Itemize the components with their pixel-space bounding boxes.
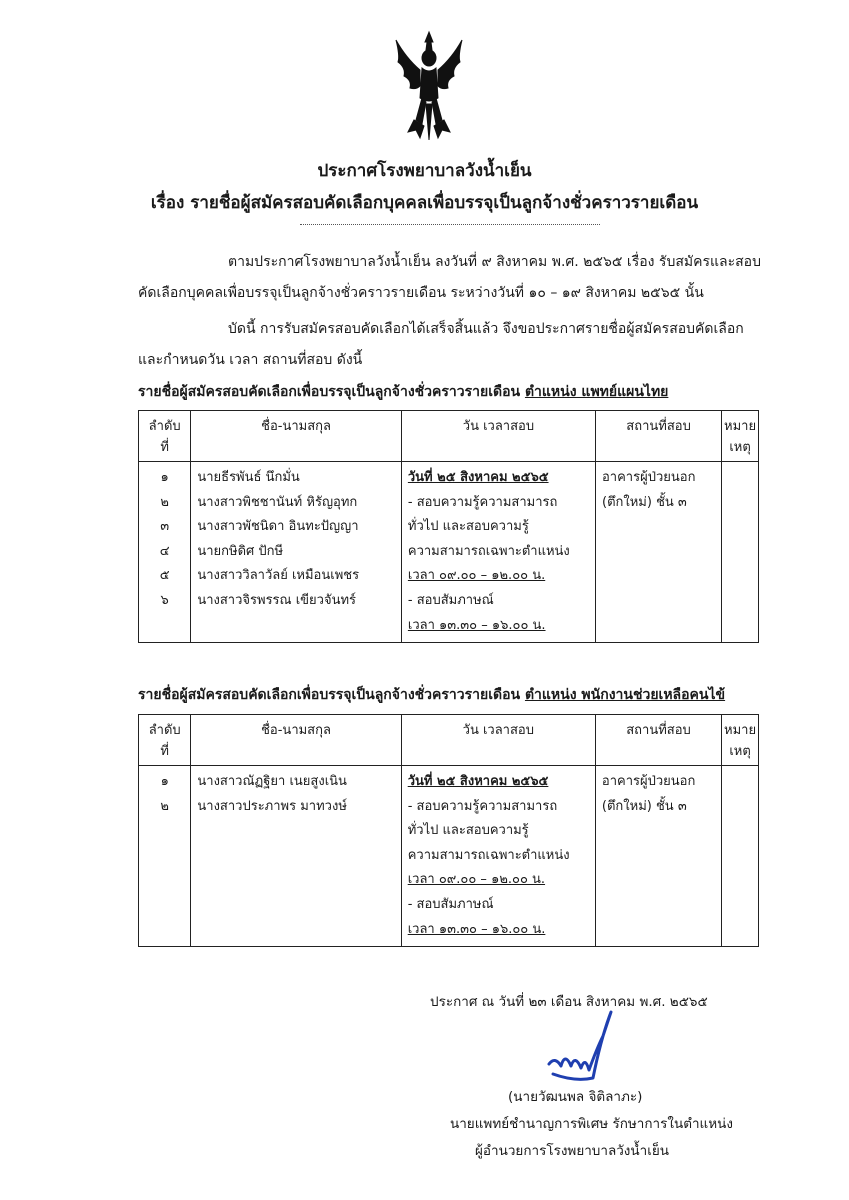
- column-header-place: สถานที่สอบ: [596, 411, 722, 462]
- note-cell: [722, 766, 759, 947]
- order-number: ๓: [160, 519, 170, 535]
- exam-item: ความสามารถเฉพาะตำแหน่ง: [407, 543, 570, 559]
- exam-schedule-cell: [401, 766, 595, 947]
- column-header-no-line2: ที่: [160, 440, 169, 455]
- exam-place: อาคารผู้ป่วยนอก: [602, 470, 696, 485]
- order-numbers-cell: [139, 766, 191, 947]
- section-2-position: ตำแหน่ง พนักงานช่วยเหลือคนไข้: [524, 687, 726, 703]
- order-number: ๒: [160, 494, 169, 510]
- table-header-row: [139, 715, 759, 766]
- column-header-note-line1: หมาย: [724, 723, 757, 738]
- column-header-note: [722, 411, 759, 462]
- applicant-name: นางสาวพิชชานันท์ หิรัญอุทก: [197, 494, 358, 510]
- exam-time: เวลา ๑๓.๓๐ – ๑๖.๐๐ น.: [407, 617, 546, 633]
- applicant-name: นางสาวจิรพรรณ เขียวจันทร์: [197, 592, 357, 608]
- column-header-note: [722, 715, 759, 766]
- order-number: ๑: [160, 470, 169, 485]
- signature-mark: [545, 1008, 617, 1090]
- announcement-title: ประกาศโรงพยาบาลวังน้ำเย็น: [317, 161, 532, 181]
- exam-schedule-cell: [401, 462, 595, 643]
- exam-time: เวลา ๑๓.๓๐ – ๑๖.๐๐ น.: [407, 921, 546, 937]
- table-row: [139, 766, 759, 947]
- applicant-names-cell: [191, 462, 402, 643]
- column-header-no: [139, 411, 191, 462]
- note-cell: [722, 462, 759, 643]
- exam-place: อาคารผู้ป่วยนอก: [601, 774, 696, 789]
- exam-item: ทั่วไป และสอบความรู้: [407, 823, 529, 839]
- order-number: ๔: [159, 543, 170, 559]
- exam-item: - สอบความรู้ความสามารถ: [407, 798, 558, 814]
- order-number: ๕: [159, 568, 170, 584]
- order-numbers-cell: [139, 462, 191, 643]
- exam-time: เวลา ๐๙.๐๐ – ๑๒.๐๐ น.: [407, 872, 546, 888]
- intro-line-1: ตามประกาศโรงพยาบาลวังน้ำเย็น ลงวันที่ ๙ สิงหาคม พ.ศ. ๒๕๖๕ เรื่อง รับสมัครและสอบ: [228, 254, 761, 270]
- applicant-name: นายกษิดิศ ปักษี: [197, 543, 284, 559]
- exam-date: วันที่ ๒๕ สิงหาคม ๒๕๖๕: [407, 470, 549, 485]
- applicant-name: นางสาวพัชนิดา อินทะปัญญา: [197, 519, 359, 535]
- section-1-heading-text: รายชื่อผู้สมัครสอบคัดเลือกเพื่อบรรจุเป็นลูกจ้างชั่วคราวรายเดือน: [138, 384, 525, 400]
- order-number: ๖: [160, 592, 169, 608]
- column-header-note-line2: เหตุ: [729, 744, 751, 759]
- column-header-no-line1: ลำดับ: [148, 419, 181, 434]
- announcement-date: ประกาศ ณ วันที่ ๒๓ เดือน สิงหาคม พ.ศ. ๒๕๖๕: [430, 994, 708, 1010]
- applicant-name: นางสาวณัฏฐิยา เนยสูงเนิน: [197, 774, 347, 789]
- exam-item: - สอบความรู้ความสามารถ: [407, 494, 558, 510]
- exam-place-cell: [596, 462, 722, 643]
- section-2-heading-text: รายชื่อผู้สมัครสอบคัดเลือกเพื่อบรรจุเป็นลูกจ้างชั่วคราวรายเดือน: [138, 687, 525, 703]
- exam-place-cell: [595, 766, 721, 947]
- signer-title: นายแพทย์ชำนาญการพิเศษ รักษาการในตำแหน่ง: [450, 1116, 733, 1132]
- applicant-name: นางสาววิลาวัลย์ เหมือนเพชร: [197, 568, 360, 584]
- column-header-no-line2: ที่: [160, 744, 169, 759]
- section-2-heading: [138, 684, 725, 706]
- signer-name: (นายวัฒนพล จิติลาภะ): [508, 1089, 643, 1105]
- section-2-table: [138, 714, 759, 947]
- column-header-name: ชื่อ-นามสกุล: [191, 715, 401, 766]
- section-1-heading: [138, 381, 668, 403]
- exam-place: (ตึกใหม่) ชั้น ๓: [601, 798, 687, 814]
- applicant-names-cell: [191, 766, 401, 947]
- announcement-subject: เรื่อง รายชื่อผู้สมัครสอบคัดเลือกบุคคลเพื่อบรรจุเป็นลูกจ้างชั่วคราวรายเดือน: [150, 193, 699, 213]
- column-header-no: [139, 715, 191, 766]
- table-row: [139, 462, 759, 643]
- exam-item: - สอบสัมภาษณ์: [407, 896, 494, 912]
- column-header-note-line2: เหตุ: [729, 440, 751, 455]
- signer-organization: ผู้อำนวยการโรงพยาบาลวังน้ำเย็น: [475, 1143, 669, 1159]
- column-header-place: สถานที่สอบ: [595, 715, 721, 766]
- applicant-name: นายธีรพันธ์ นึกมั่น: [197, 470, 300, 485]
- exam-time: เวลา ๐๙.๐๐ – ๑๒.๐๐ น.: [407, 568, 546, 584]
- applicant-name: นางสาวประภาพร มาทวงษ์: [197, 798, 347, 814]
- column-header-datetime: วัน เวลาสอบ: [401, 411, 595, 462]
- exam-item: ทั่วไป และสอบความรู้: [407, 519, 529, 535]
- column-header-name: ชื่อ-นามสกุล: [191, 411, 402, 462]
- intro-line-4: และกำหนดวัน เวลา สถานที่สอบ ดังนี้: [138, 352, 363, 368]
- order-number: ๒: [160, 798, 169, 814]
- exam-item: ความสามารถเฉพาะตำแหน่ง: [407, 847, 570, 863]
- exam-date: วันที่ ๒๕ สิงหาคม ๒๕๖๕: [407, 774, 549, 789]
- section-1-position: ตำแหน่ง แพทย์แผนไทย: [524, 384, 669, 400]
- garuda-emblem-icon: [392, 28, 466, 146]
- table-header-row: [139, 411, 759, 462]
- intro-line-2: คัดเลือกบุคคลเพื่อบรรจุเป็นลูกจ้างชั่วคราวรายเดือน ระหว่างวันที่ ๑๐ – ๑๙ สิงหาคม ๒๕๖๕ นั้น: [138, 285, 704, 301]
- section-1-table: [138, 410, 759, 643]
- column-header-datetime: วัน เวลาสอบ: [401, 715, 595, 766]
- title-divider: [300, 224, 600, 225]
- exam-item: - สอบสัมภาษณ์: [407, 592, 494, 608]
- intro-line-3: บัดนี้ การรับสมัครสอบคัดเลือกได้เสร็จสิ้นแล้ว จึงขอประกาศรายชื่อผู้สมัครสอบคัดเลือก: [228, 321, 744, 337]
- order-number: ๑: [160, 774, 169, 789]
- exam-place: (ตึกใหม่) ชั้น ๓: [602, 494, 687, 510]
- column-header-note-line1: หมาย: [724, 419, 757, 434]
- column-header-no-line1: ลำดับ: [148, 723, 181, 738]
